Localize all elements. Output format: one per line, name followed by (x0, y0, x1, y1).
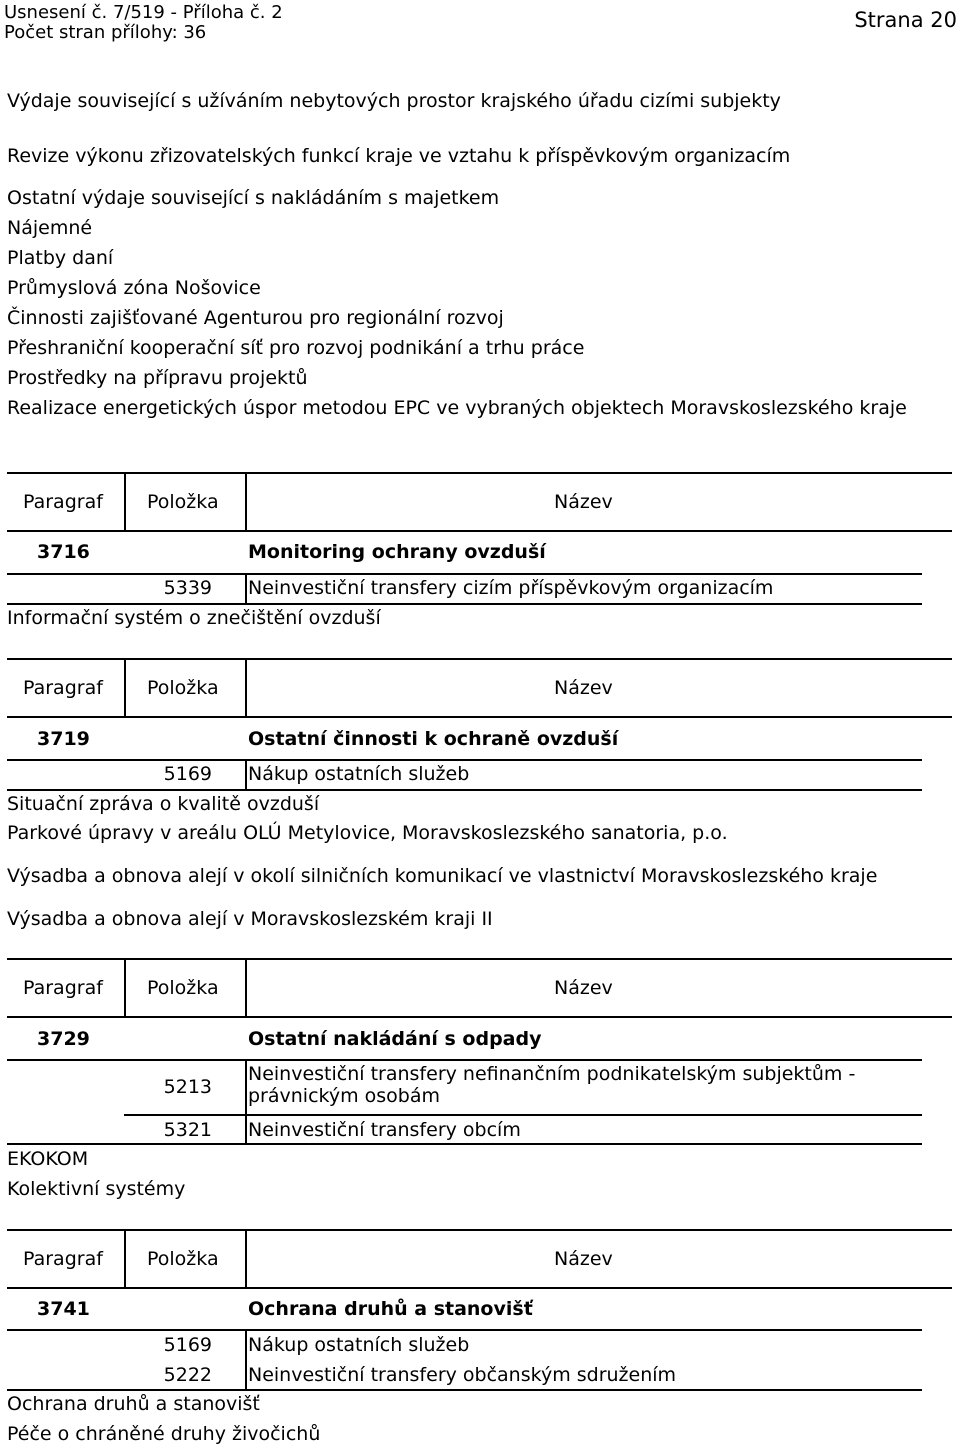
page-number: Strana 20 (854, 8, 957, 32)
col-header-nazev: Název (554, 491, 613, 513)
paragraf-code: 3741 (37, 1298, 90, 1320)
intro-item-9: Prostředky na přípravu projektů (7, 367, 308, 389)
polozka-name: Neinvestiční transfery obcím (248, 1119, 521, 1141)
col-header-paragraf: Paragraf (23, 677, 103, 699)
col-header-paragraf: Paragraf (23, 977, 103, 999)
col-header-nazev: Název (554, 977, 613, 999)
intro-item-1: Výdaje související s užíváním nebytových prostor krajského úřadu cizími subjekty (7, 90, 781, 112)
paragraf-code: 3716 (37, 541, 90, 563)
section-item: Informační systém o znečištění ovzduší (7, 607, 381, 629)
section-item: Parkové úpravy v areálu OLÚ Metylovice, Moravskoslezského sanatoria, p.o. (7, 822, 728, 844)
col-header-nazev: Název (554, 677, 613, 699)
intro-item-5: Platby daní (7, 247, 114, 269)
polozka-name: Nákup ostatních služeb (248, 763, 470, 785)
intro-item-3: Ostatní výdaje související s nakládáním s majetkem (7, 187, 500, 209)
section-item: Kolektivní systémy (7, 1178, 186, 1200)
polozka-code: 5169 (163, 1334, 212, 1356)
paragraf-code: 3729 (37, 1028, 90, 1050)
col-header-polozka: Položka (147, 977, 219, 999)
polozka-code: 5339 (163, 577, 212, 599)
col-header-polozka: Položka (147, 677, 219, 699)
polozka-code: 5321 (163, 1119, 212, 1141)
resolution-number: Usnesení č. 7/519 - Příloha č. 2 (4, 2, 283, 23)
polozka-name: Neinvestiční transfery cizím příspěvkovým organizacím (248, 577, 774, 599)
polozka-name: Neinvestiční transfery občanským sdružením (248, 1364, 677, 1386)
intro-item-10: Realizace energetických úspor metodou EPC ve vybraných objektech Moravskoslezského kraje (7, 397, 907, 419)
col-header-paragraf: Paragraf (23, 491, 103, 513)
section-item: EKOKOM (7, 1148, 89, 1170)
section-item: Výsadba a obnova alejí v Moravskoslezském kraji II (7, 908, 493, 930)
polozka-code: 5213 (163, 1076, 212, 1098)
col-header-nazev: Název (554, 1248, 613, 1270)
paragraf-title: Ochrana druhů a stanovišť (248, 1298, 533, 1320)
paragraf-title: Ostatní činnosti k ochraně ovzduší (248, 728, 619, 750)
paragraf-title: Ostatní nakládání s odpady (248, 1028, 542, 1050)
paragraf-title: Monitoring ochrany ovzduší (248, 541, 546, 563)
intro-item-4: Nájemné (7, 217, 93, 239)
intro-item-7: Činnosti zajišťované Agenturou pro regionální rozvoj (7, 307, 504, 329)
paragraf-code: 3719 (37, 728, 90, 750)
polozka-name: Neinvestiční transfery nefinančním podnikatelským subjektům - právnickým osobám (248, 1063, 856, 1107)
col-header-polozka: Položka (147, 1248, 219, 1270)
section-item: Ochrana druhů a stanovišť (7, 1393, 260, 1415)
section-item: Situační zpráva o kvalitě ovzduší (7, 793, 320, 815)
page-count: Počet stran přílohy: 36 (4, 22, 207, 43)
polozka-code: 5222 (163, 1364, 212, 1386)
intro-item-2: Revize výkonu zřizovatelských funkcí kraje ve vztahu k příspěvkovým organizacím (7, 145, 791, 167)
section-item: Péče o chráněné druhy živočichů (7, 1423, 321, 1445)
col-header-paragraf: Paragraf (23, 1248, 103, 1270)
intro-item-8: Přeshraniční kooperační síť pro rozvoj podnikání a trhu práce (7, 337, 585, 359)
col-header-polozka: Položka (147, 491, 219, 513)
section-item: Výsadba a obnova alejí v okolí silničních komunikací ve vlastnictví Moravskoslezského kraje (7, 865, 878, 887)
polozka-name: Nákup ostatních služeb (248, 1334, 470, 1356)
polozka-code: 5169 (163, 763, 212, 785)
intro-item-6: Průmyslová zóna Nošovice (7, 277, 261, 299)
